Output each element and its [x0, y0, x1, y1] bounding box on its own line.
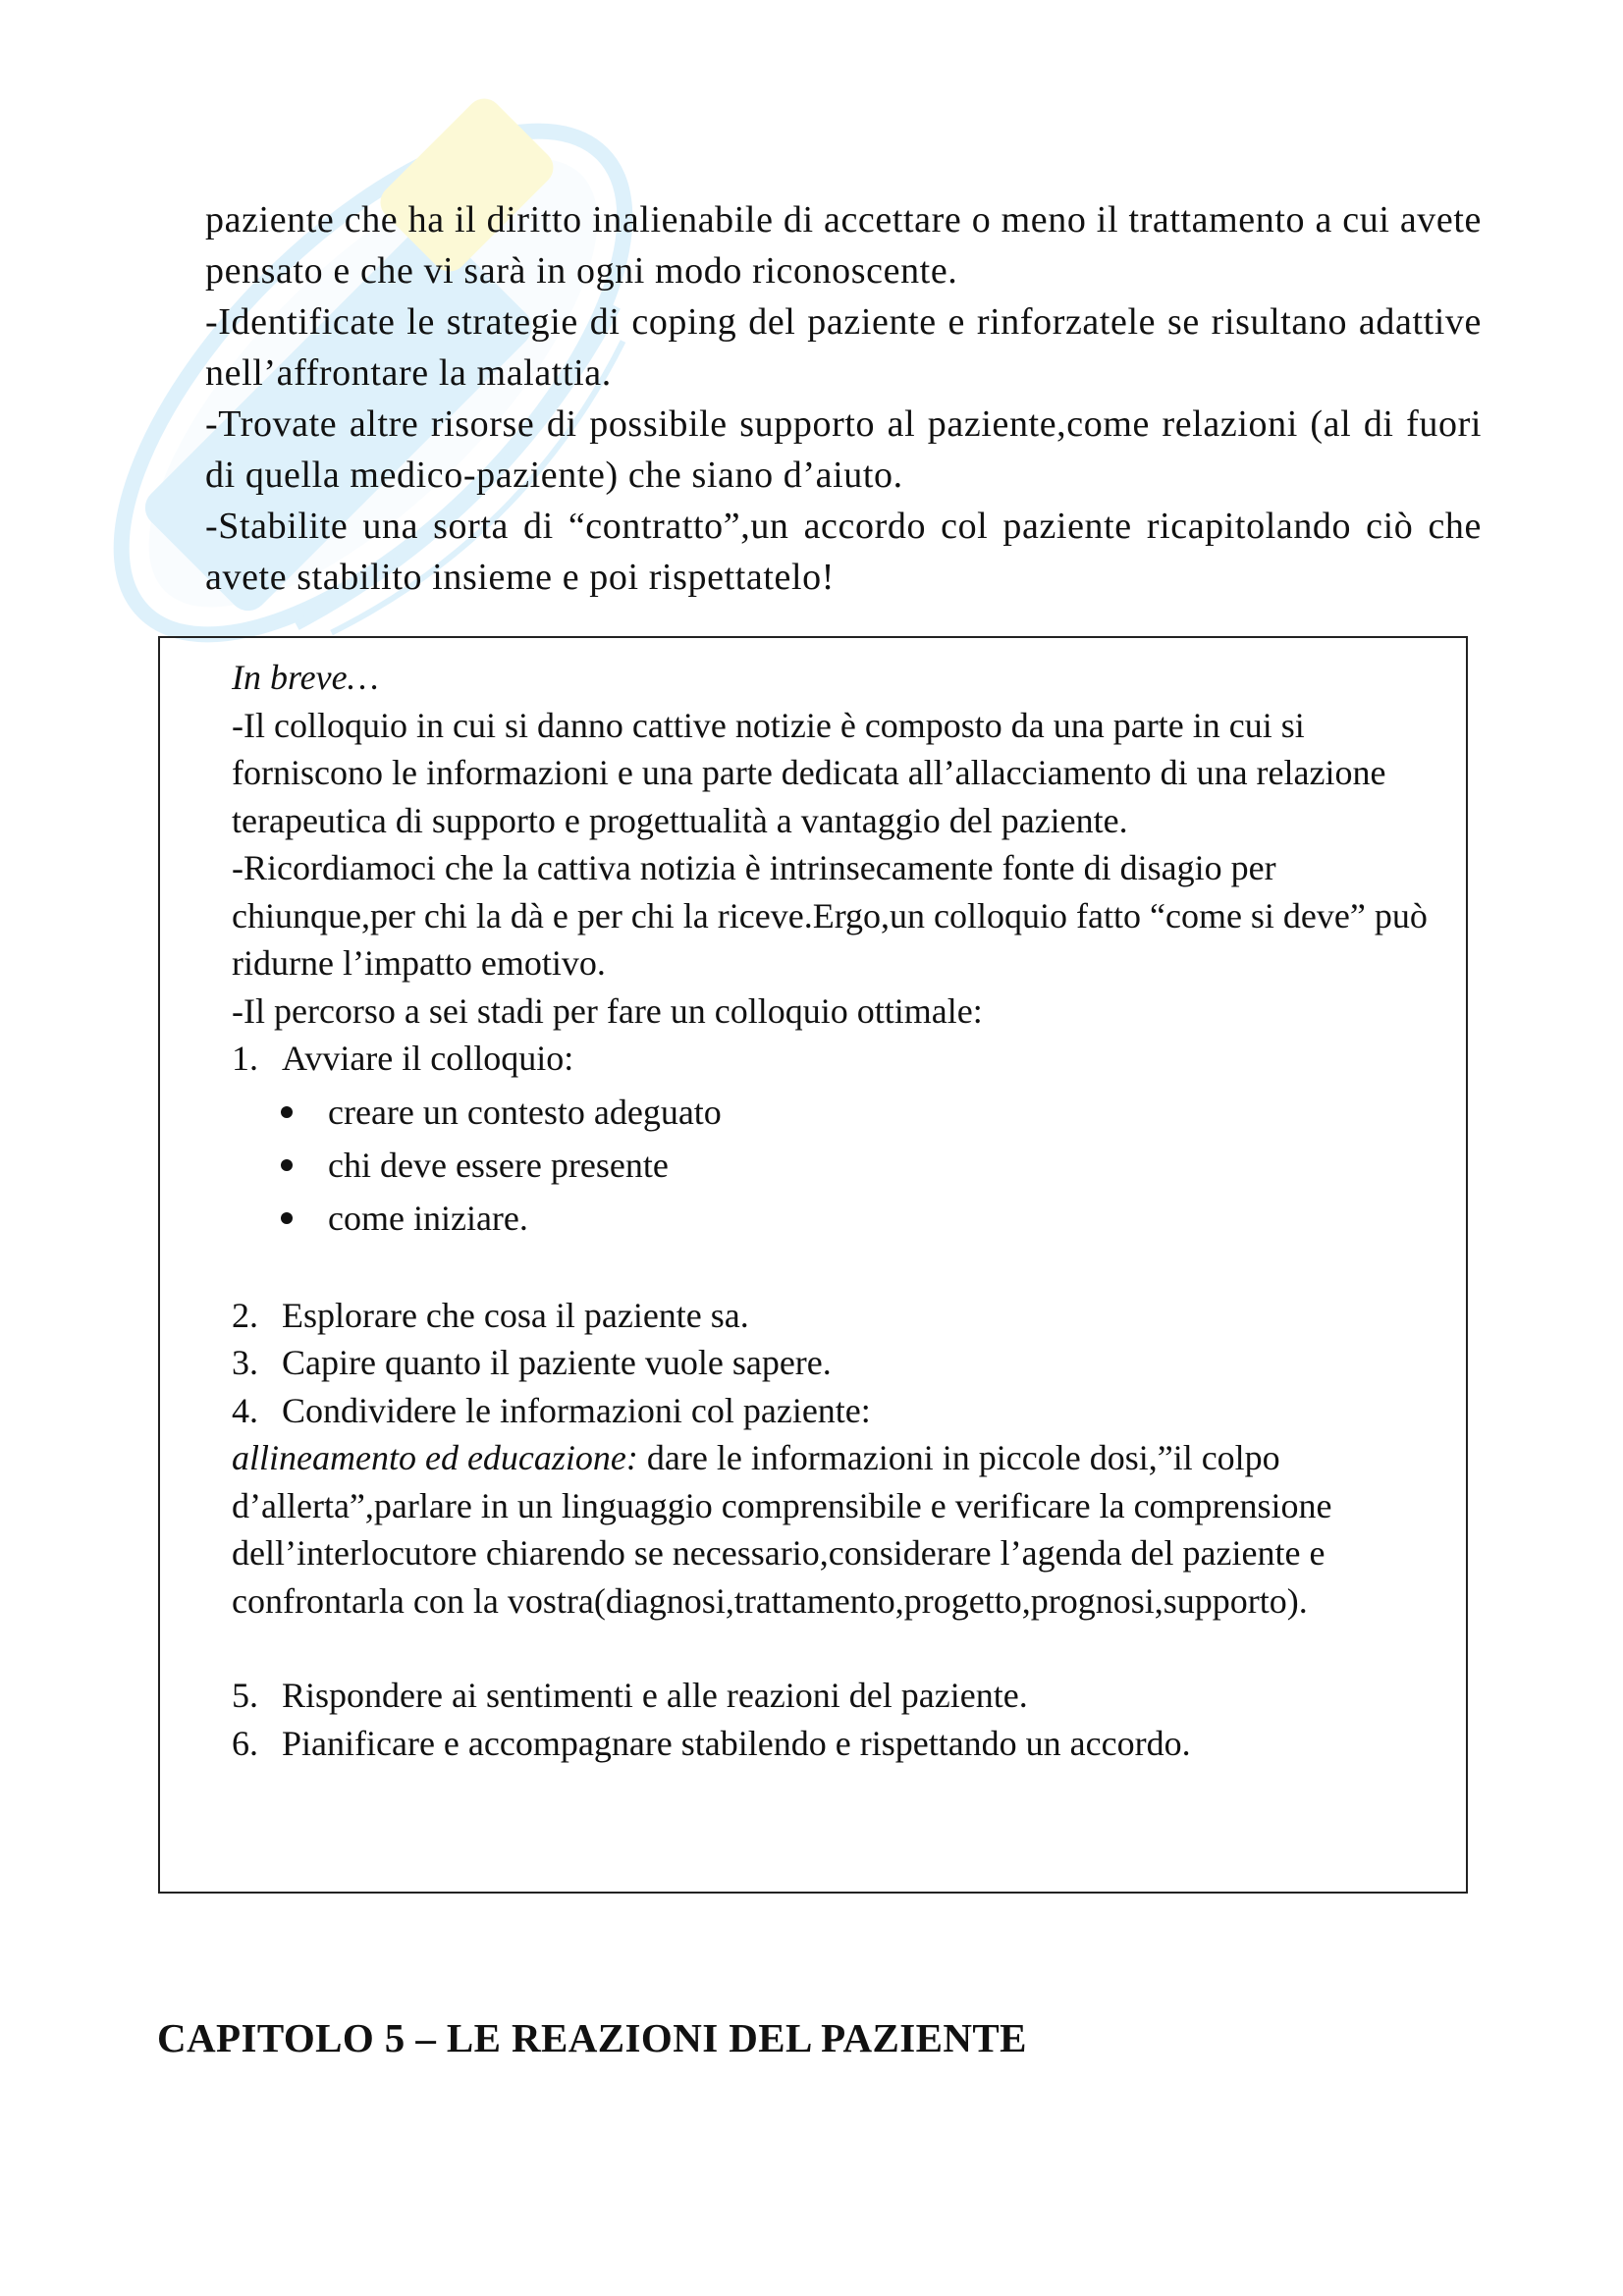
intro-paragraph: -Trovate altre risorse di possibile supporto al paziente,come relazioni (al di fuori di quella medico-paziente) che siano d’aiuto.: [205, 403, 1482, 496]
intro-paragraph: -Stabilite una sorta di “contratto”,un accordo col paziente ricapitolando ciò che avete stabilito insieme e poi rispettatelo!: [205, 506, 1482, 598]
step-detail: [232, 1434, 1446, 1625]
step-item: [232, 1035, 1446, 1292]
bullet-text: come iniziare.: [328, 1198, 528, 1238]
bullet-text: chi deve essere presente: [328, 1145, 669, 1185]
step-number: 1.: [232, 1039, 258, 1078]
summary-paragraph: -Ricordiamoci che la cattiva notizia è intrinsecamente fonte di disagio per chiunque,per chi la dà e per chi la riceve.Ergo,un colloquio fatto “come si deve” può ridurne l’impatto emotivo.: [232, 848, 1428, 983]
intro-text: [205, 194, 1482, 603]
bullet-icon: [281, 1212, 293, 1224]
step-item: [232, 1720, 1446, 1768]
step-text: Condividere le informazioni col paziente:: [282, 1390, 871, 1430]
bullet-item: [281, 1192, 1446, 1245]
step-number: 2.: [232, 1295, 258, 1335]
summary-box: [158, 636, 1468, 1894]
step-number: 6.: [232, 1723, 258, 1763]
bullet-icon: [281, 1106, 293, 1118]
step-detail-text: dare le informazioni in piccole dosi,”il colpo d’allerta”,parlare in un linguaggio comprensibile e verificare la comprensione dell’interlocutore chiarendo se necessario,considerare l’agenda del paziente e confrontarla con la vostra(diagnosi,trattamento,progetto,prognosi,supporto).: [232, 1438, 1332, 1621]
intro-paragraph: paziente che ha il diritto inalienabile di accettare o meno il trattamento a cui avete pensato e che vi sarà in ogni modo riconoscente.: [205, 199, 1482, 292]
bullet-item: [281, 1139, 1446, 1192]
step-item: [232, 1387, 1446, 1673]
bullet-text: creare un contesto adeguato: [328, 1092, 722, 1132]
step-detail-lead: allineamento ed educazione:: [232, 1438, 638, 1477]
step-item: [232, 1672, 1446, 1720]
step-number: 3.: [232, 1343, 258, 1382]
bullet-icon: [281, 1159, 293, 1171]
chapter-title: CAPITOLO 5 – LE REAZIONI DEL PAZIENTE: [157, 2015, 1027, 2060]
bullet-item: [281, 1086, 1446, 1139]
intro-paragraph: -Identificate le strategie di coping del paziente e rinforzatele se risultano adattive nell’affrontare la malattia.: [205, 301, 1482, 394]
step-number: 4.: [232, 1390, 258, 1430]
step-item: [232, 1339, 1446, 1387]
step-text: Pianificare e accompagnare stabilendo e rispettando un accordo.: [282, 1723, 1191, 1763]
summary-paragraph: -Il percorso a sei stadi per fare un colloquio ottimale:: [232, 990, 983, 1031]
steps-list: [232, 1035, 1446, 1767]
step-text: Capire quanto il paziente vuole sapere.: [282, 1343, 832, 1382]
step-text: Avviare il colloquio:: [282, 1039, 574, 1078]
summary-heading: In breve…: [232, 658, 379, 697]
step-number: 5.: [232, 1676, 258, 1715]
step-item: [232, 1292, 1446, 1340]
step-text: Rispondere ai sentimenti e alle reazioni del paziente.: [282, 1676, 1028, 1715]
bullet-list: [232, 1086, 1446, 1245]
summary-paragraph: -Il colloquio in cui si danno cattive notizie è composto da una parte in cui si forniscono le informazioni e una parte dedicata all’allacciamento di una relazione terapeutica di supporto e progettualità a vantaggio del paziente.: [232, 705, 1386, 840]
step-text: Esplorare che cosa il paziente sa.: [282, 1295, 749, 1335]
